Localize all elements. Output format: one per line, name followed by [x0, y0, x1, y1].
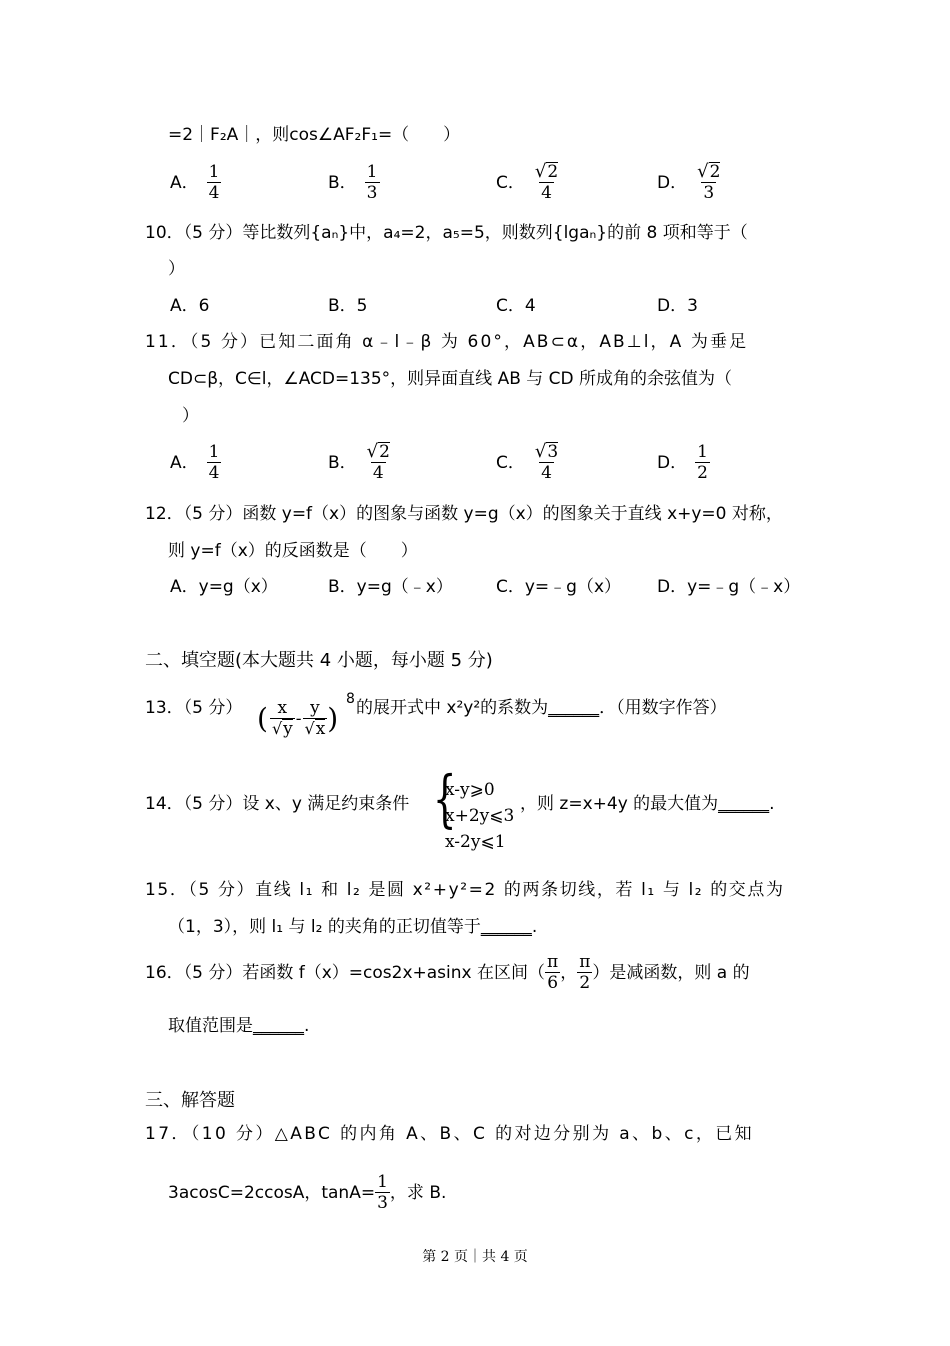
fraction: $\frac{1}{4}$ [208, 162, 220, 203]
constraint-row: x+2y⩽3 [445, 806, 515, 826]
fraction: $\frac{1}{3}$ [377, 1172, 388, 1213]
fraction: $\frac{\pi}{2}$ [579, 952, 591, 993]
q14-prefix: 14．（5 分）设 x、y 满足约束条件 [145, 794, 410, 814]
q12-stem-cont: 则 y=f（x）的反函数是（ ） [168, 541, 418, 561]
option-label: D． [657, 172, 688, 193]
option-label: B． [328, 452, 357, 473]
fraction: √ 3 4 [534, 441, 559, 483]
q16-stem-cont: 取值范围是______. [168, 1016, 310, 1036]
q9-option-b[interactable] [328, 162, 380, 203]
q11-stem: 11．（5 分）已知二面角 α﹣l﹣β 为 60°，AB⊂α，AB⊥l，A 为垂足 [145, 332, 749, 352]
q9-option-d[interactable] [657, 162, 722, 203]
q11-option-c[interactable] [496, 442, 560, 483]
q12-option-d[interactable]: D．y=﹣g（﹣x） [657, 577, 801, 597]
q10-option-a[interactable]: A．6 [170, 296, 210, 316]
q14-suffix: ，则 z=x+4y 的最大值为______. [520, 794, 775, 814]
q17-stem: 17．（10 分）△ABC 的内角 A、B、C 的对边分别为 a、b、c，已知 [145, 1124, 755, 1144]
q12-option-c[interactable]: C．y=﹣g（x） [496, 577, 622, 597]
fraction: $\frac{1}{4}$ [208, 442, 220, 483]
q13-power: 8 [346, 691, 355, 707]
fraction: $\frac{\pi}{6}$ [547, 952, 559, 993]
q13-prefix: 13．（5 分） [145, 698, 243, 718]
q9-option-a[interactable] [170, 162, 221, 203]
q12-option-b[interactable]: B．y=g（﹣x） [328, 577, 453, 597]
q10-option-b[interactable]: B．5 [328, 296, 368, 316]
q12-option-a[interactable]: A．y=g（x） [170, 577, 278, 597]
section-title-solutions: 三、解答题 [145, 1090, 235, 1111]
constraint-row: x-y⩾0 [445, 780, 495, 800]
option-label: C． [496, 452, 525, 473]
option-label: A． [170, 172, 199, 193]
fraction: √ 2 4 [366, 441, 390, 483]
section-title-fill-blank: 二、填空题(本大题共 4 小题，每小题 5 分) [145, 650, 493, 671]
q12-stem: 12．（5 分）函数 y=f（x）的图象与函数 y=g（x）的图象关于直线 x+y=0 对称， [145, 504, 783, 524]
q13-binomial-expression: ( x √ y - y √ x ) [257, 698, 339, 739]
q10-option-d[interactable]: D．3 [657, 296, 698, 316]
fraction: √ 2 4 [534, 161, 559, 203]
option-label: B． [328, 172, 357, 193]
q9-option-c[interactable] [496, 162, 560, 203]
q9-tail: =2｜F₂A｜，则cos∠AF₂F₁=（ ） [168, 125, 461, 145]
fraction: $\frac{1}{2}$ [697, 442, 708, 483]
fraction: √ 2 3 [697, 161, 721, 203]
q11-stem-end: ） [182, 406, 199, 426]
q11-option-d[interactable] [657, 442, 710, 483]
q15-stem-cont: （1，3），则 l₁ 与 l₂ 的夹角的正切值等于______. [168, 917, 538, 937]
answer-blank[interactable]: ______ [718, 794, 770, 814]
q15-stem: 15．（5 分）直线 l₁ 和 l₂ 是圆 x²+y²=2 的两条切线，若 l₁ 与 l₂ 的交点为 [145, 880, 785, 900]
option-label: A． [170, 452, 199, 473]
option-label: C． [496, 172, 525, 193]
option-label: D． [657, 452, 688, 473]
page-footer: 第 2 页｜共 4 页 [422, 1249, 528, 1265]
fraction: $\frac{1}{3}$ [366, 162, 378, 203]
answer-blank[interactable]: ______ [548, 698, 600, 718]
constraint-row: x-2y⩽1 [445, 832, 506, 852]
q10-stem: 10．（5 分）等比数列{aₙ}中，a₄=2，a₅=5，则数列{lgaₙ}的前 8 项和等于（ [145, 223, 748, 243]
q16-stem: 16．（5 分）若函数 f（x）=cos2x+asinx 在区间（ $\frac{\pi}{6}$ ， $\frac{\pi}{2}$ ）是减函数，则 a 的 [145, 952, 750, 993]
q13-suffix: 的展开式中 x²y²的系数为______．（用数字作答） [356, 698, 727, 718]
q11-option-b[interactable] [328, 442, 392, 483]
q14-constraint-system [445, 777, 514, 855]
left-brace: { [432, 762, 457, 835]
answer-blank[interactable]: ______ [253, 1016, 304, 1036]
q11-stem-cont: CD⊂β，C∈l，∠ACD=135°，则异面直线 AB 与 CD 所成角的余弦值为（ [168, 369, 733, 389]
answer-blank[interactable]: ______ [480, 917, 532, 937]
q10-stem-cont: ） [168, 259, 185, 279]
q17-stem-cont: 3acosC=2ccosA，tanA= $\frac{1}{3}$ ，求 B. [168, 1172, 447, 1213]
q10-option-c[interactable]: C．4 [496, 296, 536, 316]
q11-option-a[interactable] [170, 442, 221, 483]
